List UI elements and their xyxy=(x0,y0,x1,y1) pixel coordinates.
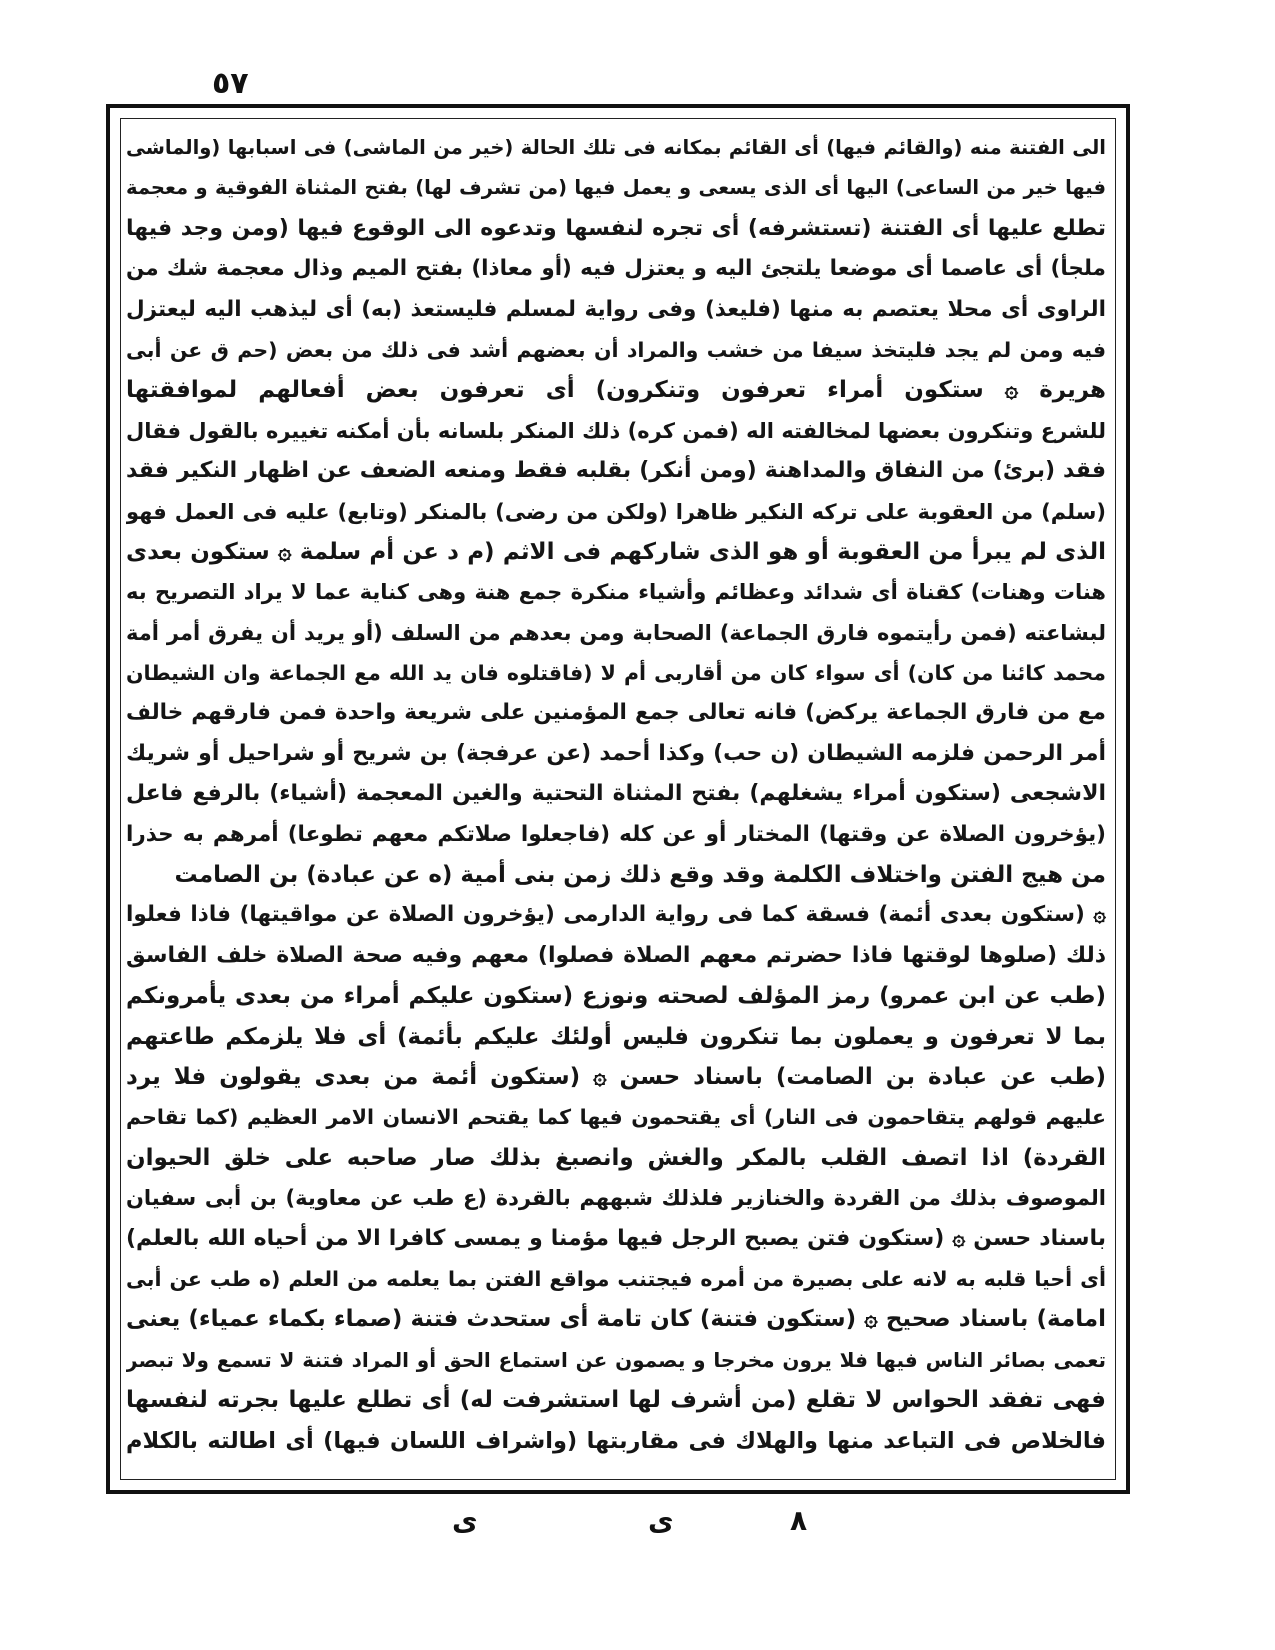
signature-mark: ى xyxy=(648,1504,674,1537)
text-line: بما لا تعرفون و يعملون بما تنكرون فليس أولئك عليكم بأئمة) أى فلا يلزمكم طاعتهم xyxy=(126,1023,1106,1050)
text-line: تطلع عليها أى الفتنة (تستشرفه) أى تجره لنفسها وتدعوه الى الوقوع فيها (ومن وجد فيها xyxy=(126,215,1106,241)
text-line: ۞ (ستكون بعدى أئمة) فسقة كما فى رواية الدارمى (يؤخرون الصلاة عن مواقيتها) فاذا فعلوا xyxy=(126,902,1106,928)
text-line: فالخلاص فى التباعد منها والهلاك فى مقاربتها (واشراف اللسان فيها) أى اطالته بالكلام xyxy=(126,1427,1106,1454)
signature-mark: ى xyxy=(452,1504,478,1537)
text-line: تعمى بصائر الناس فيها فلا يرون مخرجا و يصمون عن استماع الحق أو المراد فتنة لا تسمع ولا تبصر xyxy=(126,1347,1106,1372)
text-line: فيه ومن لم يجد فليتخذ سيفا من خشب والمراد أن بعضهم أشد فى ذلك من بعض (حم ق عن أبى xyxy=(126,337,1106,362)
text-line: القردة) اذا اتصف القلب بالمكر والغش وانصبغ بذلك صار صاحبه على خلق الحيوان xyxy=(126,1144,1106,1171)
text-line: أى أحيا قلبه به لانه على بصيرة من أمره فيجتنب مواقع الفتن بما يعلمه من العلم (ه طب عن أبى xyxy=(126,1266,1106,1291)
text-line: (طب عن عبادة بن الصامت) باسناد حسن ۞ (ستكون أئمة من بعدى يقولون فلا يرد xyxy=(126,1063,1106,1090)
text-line: للشرع وتنكرون بعضها لمخالفته اله (فمن كره) ذلك المنكر بلسانه بأن أمكنه تغييره بالقول فقال xyxy=(126,418,1106,443)
text-line: فهى تفقد الحواس لا تقلع (من أشرف لها استشرفت له) أى تطلع عليها بجرته لنفسها xyxy=(126,1387,1106,1414)
text-line: محمد كائنا من كان) أى سواء كان من أقاربى أم لا (فاقتلوه فان يد الله مع الجماعة وان الشيطان xyxy=(126,661,1106,686)
page-number: ٥٧ xyxy=(212,66,249,101)
body-text xyxy=(126,128,1106,1461)
text-line: عليهم قولهم يتقاحمون فى النار) أى يقتحمون فيها كما يقتحم الانسان الامر العظيم (كما تقاحم xyxy=(126,1105,1106,1130)
text-line: الراوى أى محلا يعتصم به منها (فليعذ) وفى رواية لمسلم فليستعذ (به) أى ليذهب اليه ليعتزل xyxy=(126,296,1106,322)
text-line: الذى لم يبرأ من العقوبة أو هو الذى شاركهم فى الاثم (م د عن أم سلمة ۞ ستكون بعدى xyxy=(126,538,1106,565)
text-line: الموصوف بذلك من القردة والخنازير فلذلك شبههم بالقردة (ع طب عن معاوية) بن أبى سفيان xyxy=(126,1186,1106,1211)
text-line: فقد (برئ) من النفاق والمداهنة (ومن أنكر) بقلبه فقط ومنعه الضعف عن اظهار النكير فقد xyxy=(126,458,1106,484)
text-line: (طب عن ابن عمرو) رمز المؤلف لصحته ونوزع (ستكون عليكم أمراء من بعدى يأمرونكم xyxy=(126,983,1106,1010)
text-line: فيها خير من الساعى) اليها أى الذى يسعى و يعمل فيها (من تشرف لها) بفتح المثناة الفوقية و معجمة xyxy=(126,176,1106,200)
text-line: ملجأ) أى عاصما أى موضعا يلتجئ اليه و يعتزل فيه (أو معاذا) بفتح الميم وذال معجمة شك من xyxy=(126,256,1106,282)
text-line: ذلك (صلوها لوقتها فاذا حضرتم معهم الصلاة فصلوا) معهم وفيه صحة الصلاة خلف الفاسق xyxy=(126,942,1106,968)
text-line: امامة) باسناد صحيح ۞ (ستكون فتنة) كان تامة أى ستحدث فتنة (صماء بكماء عمياء) يعنى xyxy=(126,1306,1106,1333)
text-line: (سلم) من العقوبة على تركه النكير ظاهرا (ولكن من رضى) بالمنكر (وتابع) عليه فى العمل فهو xyxy=(126,499,1106,524)
text-line: من هيج الفتن واختلاف الكلمة وقد وقع ذلك زمن بنى أمية (ه عن عبادة) بن الصامت xyxy=(174,862,1106,889)
signature-mark: ٨ xyxy=(790,1504,808,1537)
text-line: لبشاعته (فمن رأيتموه فارق الجماعة) الصحابة ومن بعدهم من السلف (أو يريد أن يفرق أمر أمة xyxy=(126,620,1106,645)
text-line: أمر الرحمن فلزمه الشيطان (ن حب) وكذا أحمد (عن عرفجة) بن شريح أو شراحيل أو شريك xyxy=(126,740,1106,766)
text-line: هريرة ۞ ستكون أمراء تعرفون وتنكرون) أى تعرفون بعض أفعالهم لموافقتها xyxy=(126,377,1106,404)
text-line: الى الفتنة منه (والقائم فيها) أى القائم بمكانه فى تلك الحالة (خير من الماشى) فى اسبابها (والماشى xyxy=(126,136,1106,159)
text-line: مع من فارق الجماعة يركض) فانه تعالى جمع المؤمنين على شريعة واحدة فمن فارقهم خالف xyxy=(126,700,1106,726)
text-line: (يؤخرون الصلاة عن وقتها) المختار أو عن كله (فاجعلوا صلاتكم معهم تطوعا) أمرهم به حذرا xyxy=(126,821,1106,847)
text-line: هنات وهنات) كقناة أى شدائد وعظائم وأشياء منكرة جمع هنة وهى كناية عما لا يراد التصريح به xyxy=(126,580,1106,605)
text-line: الاشجعى (ستكون أمراء يشغلهم) بفتح المثناة التحتية والغين المعجمة (أشياء) بالرفع فاعل xyxy=(126,781,1106,807)
text-line: باسناد حسن ۞ (ستكون فتن يصبح الرجل فيها مؤمنا و يمسى كافرا الا من أحياه الله بالعلم) xyxy=(126,1225,1106,1251)
